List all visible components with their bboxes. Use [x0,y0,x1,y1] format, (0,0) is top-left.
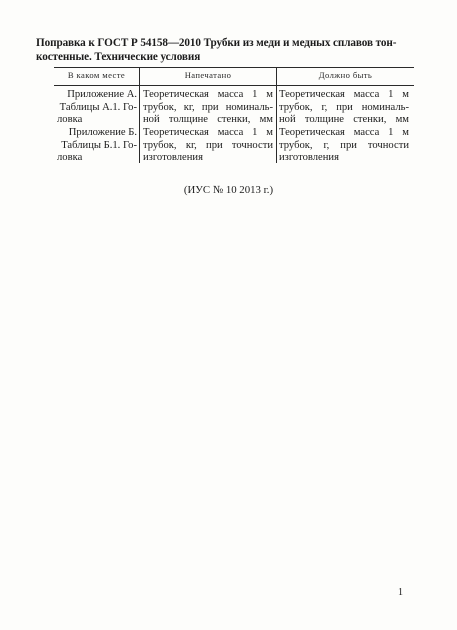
title-line-1: Поправка к ГОСТ Р 54158—2010 Трубки из меди и медных сплавов тон- [36,37,397,49]
row2-printed-line2: трубок, кг, при точности [143,139,273,151]
table-top-rule [54,67,414,68]
row1-place-line2: Таблицы А.1. Го- [59,101,137,113]
page-number: 1 [398,587,403,598]
row1-printed-line1: Теоретическая масса 1 м [143,89,273,100]
table-row-2-printed [143,127,273,165]
row1-should-line1: Теоретическая масса 1 м [279,89,409,100]
row1-place-line3: ловка [57,114,83,126]
table-row-2-should-be [279,127,409,165]
row1-should-line3: ной толщине стенки, мм [279,114,409,126]
table-row-1-should-be [279,89,409,127]
row1-printed-line3: ной толщине стенки, мм [143,114,273,126]
document-title [36,36,416,64]
table-header-rule [54,85,414,86]
row1-place-line1: Приложение А. [67,89,137,100]
table-header-should-be: Должно быть [318,70,373,80]
table-header-place: В каком месте [67,70,126,80]
table-column-divider-2 [276,67,277,163]
row2-place-line2: Таблицы Б.1. Го- [61,139,137,151]
row2-printed-line1: Теоретическая масса 1 м [143,127,273,138]
row2-should-line3: изготовления [279,152,339,164]
table-row-2-place [57,127,137,165]
row2-place-line3: ловка [57,152,83,164]
table-row-1-printed [143,89,273,127]
row2-should-line2: трубок, г, при точности [279,139,409,151]
row2-place-line1: Приложение Б. [68,127,137,138]
table-column-divider-1 [139,67,140,163]
publication-reference: (ИУС № 10 2013 г.) [183,184,274,196]
row2-printed-line3: изготовления [143,152,203,164]
row1-should-line2: трубок, г, при номиналь- [279,101,409,113]
title-line-2: костенные. Технические условия [36,51,201,63]
table-header-printed: Напечатано [184,70,232,80]
table-row-1-place [57,89,137,127]
row2-should-line1: Теоретическая масса 1 м [279,127,409,138]
row1-printed-line2: трубок, кг, при номиналь- [143,101,273,113]
